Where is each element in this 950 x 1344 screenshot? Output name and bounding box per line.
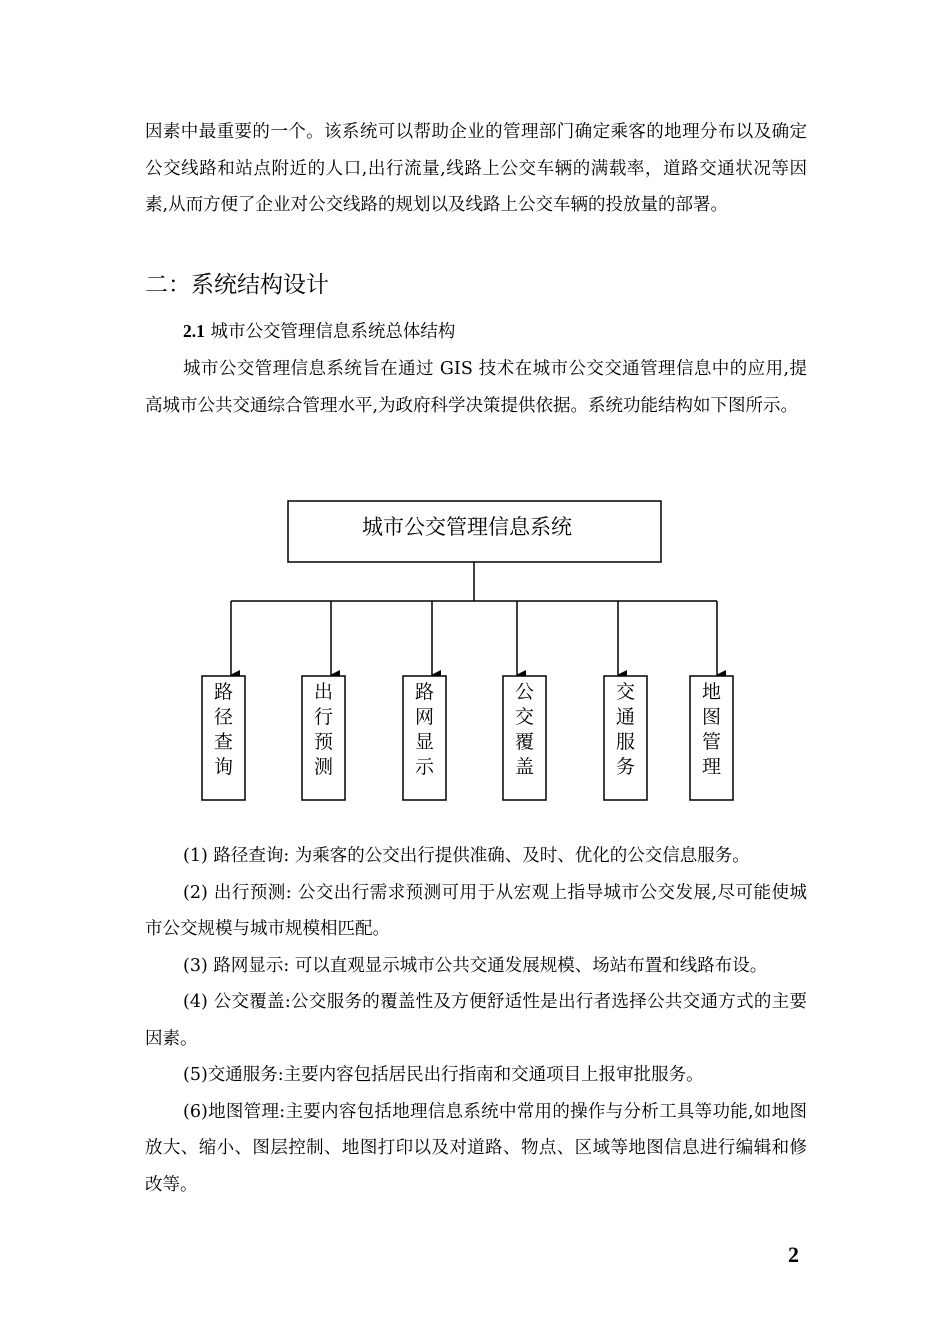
module-label: 路网显示 <box>414 681 435 778</box>
module-descriptions <box>145 838 807 1203</box>
section-heading: 二：系统结构设计 <box>145 272 329 298</box>
module-label: 交通服务 <box>615 681 636 778</box>
overview-paragraph: 城市公交管理信息系统旨在通过 GIS 技术在城市公交交通管理信息中的应用,提高城市公共交通综合管理水平,为政府科学决策提供依据。系统功能结构如下图所示。 <box>145 359 807 416</box>
module-label: 路径查询 <box>213 681 234 778</box>
description-item: (5)交通服务:主要内容包括居民出行指南和交通项目上报审批服务。 <box>183 1065 704 1085</box>
module-nodes <box>202 601 733 800</box>
module-label: 地图管理 <box>701 681 722 778</box>
page-number: 2 <box>788 1242 799 1267</box>
description-item: (3) 路网显示: 可以直观显示城市公共交通发展规模、场站布置和线路布设。 <box>183 955 768 976</box>
module-label: 公交覆盖 <box>514 681 535 778</box>
description-item: (4) 公交覆盖:公交服务的覆盖性及方便舒适性是出行者选择公共交通方式的主要因素。 <box>145 992 807 1049</box>
description-item: (6)地图管理:主要内容包括地理信息系统中常用的操作与分析工具等功能,如地图放大、缩小、图层控制、地图打印以及对道路、物点、区域等地图信息进行编辑和修改等。 <box>145 1101 807 1195</box>
subsection-number: 2.1 <box>183 321 205 341</box>
module-label: 出行预测 <box>313 681 334 778</box>
description-item: (1) 路径查询: 为乘客的公交出行提供准确、及时、优化的公交信息服务。 <box>183 846 750 866</box>
description-item: (2) 出行预测: 公交出行需求预测可用于从宏观上指导城市公交发展,尽可能使城市公交规模与城市规模相匹配。 <box>145 882 807 939</box>
root-node-label: 城市公交管理信息系统 <box>362 515 572 539</box>
subsection-title: 城市公交管理信息系统总体结构 <box>204 322 456 342</box>
intro-paragraph: 因素中最重要的一个。该系统可以帮助企业的管理部门确定乘客的地理分布以及确定公交线路和站点附近的人口,出行流量,线路上公交车辆的满载率，道路交通状况等因素,从而方便了企业对公交线路的规划以及线路上公交车辆的投放量的部署。 <box>145 122 807 215</box>
